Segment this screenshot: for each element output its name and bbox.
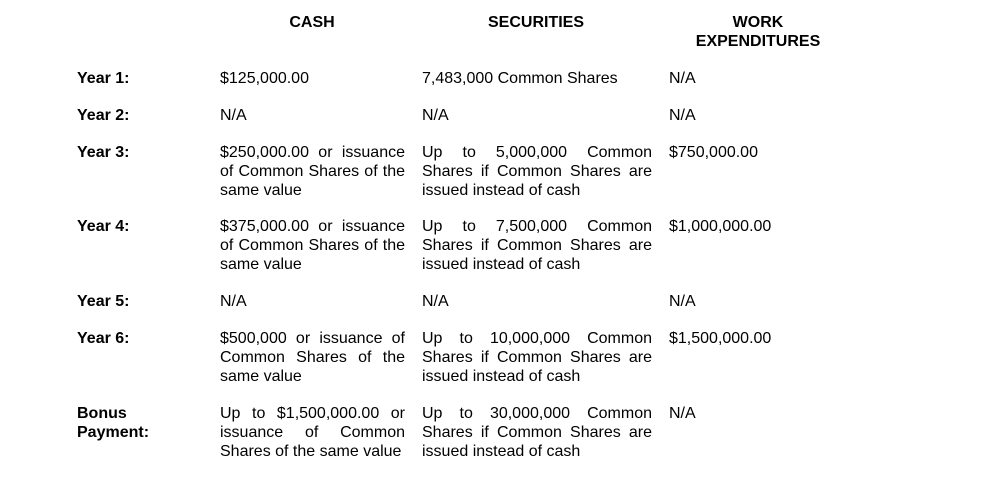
row-label-bonus-payment: Bonus Payment: [77, 405, 150, 441]
securities-year-4: Up to 7,500,000 Common Shares if Common Shares are issued instead of cash [422, 218, 652, 273]
row-label-year-3: Year 3: [77, 144, 130, 161]
header-work-expenditures [658, 13, 858, 51]
work-year-1: N/A [669, 70, 696, 87]
cash-year-5: N/A [220, 293, 247, 310]
row-label-year-5: Year 5: [77, 293, 130, 310]
header-cash: CASH [289, 14, 335, 31]
header-work-line2: EXPENDITURES [695, 33, 821, 50]
cash-year-1: $125,000.00 [220, 70, 309, 87]
securities-year-1: 7,483,000 Common Shares [422, 70, 618, 87]
cash-year-4: $375,000.00 or issuance of Common Shares of the same value [220, 218, 405, 273]
cash-bonus-payment: Up to $1,500,000.00 or issuance of Common Shares of the same value [220, 405, 405, 460]
securities-bonus-payment: Up to 30,000,000 Common Shares if Common Shares are issued instead of cash [422, 405, 652, 460]
securities-year-5: N/A [422, 293, 449, 310]
header-securities: SECURITIES [487, 14, 584, 31]
header-work-line1: WORK [732, 14, 784, 31]
work-year-3: $750,000.00 [669, 144, 758, 161]
work-year-2: N/A [669, 107, 696, 124]
row-label-year-1: Year 1: [77, 70, 130, 87]
work-year-4: $1,000,000.00 [669, 218, 772, 235]
securities-year-6: Up to 10,000,000 Common Shares if Common Shares are issued instead of cash [422, 330, 652, 385]
work-year-5: N/A [669, 293, 696, 310]
row-label-year-2: Year 2: [77, 107, 130, 124]
row-label-year-6: Year 6: [77, 330, 130, 347]
work-year-6: $1,500,000.00 [669, 330, 772, 347]
securities-year-3: Up to 5,000,000 Common Shares if Common Shares are issued instead of cash [422, 144, 652, 199]
cash-year-6: $500,000 or issuance of Common Shares of the same value [220, 330, 405, 385]
securities-year-2: N/A [422, 107, 449, 124]
cash-year-3: $250,000.00 or issuance of Common Shares of the same value [220, 144, 405, 199]
work-bonus-payment: N/A [669, 405, 696, 422]
cash-year-2: N/A [220, 107, 247, 124]
row-label-year-4: Year 4: [77, 218, 130, 235]
